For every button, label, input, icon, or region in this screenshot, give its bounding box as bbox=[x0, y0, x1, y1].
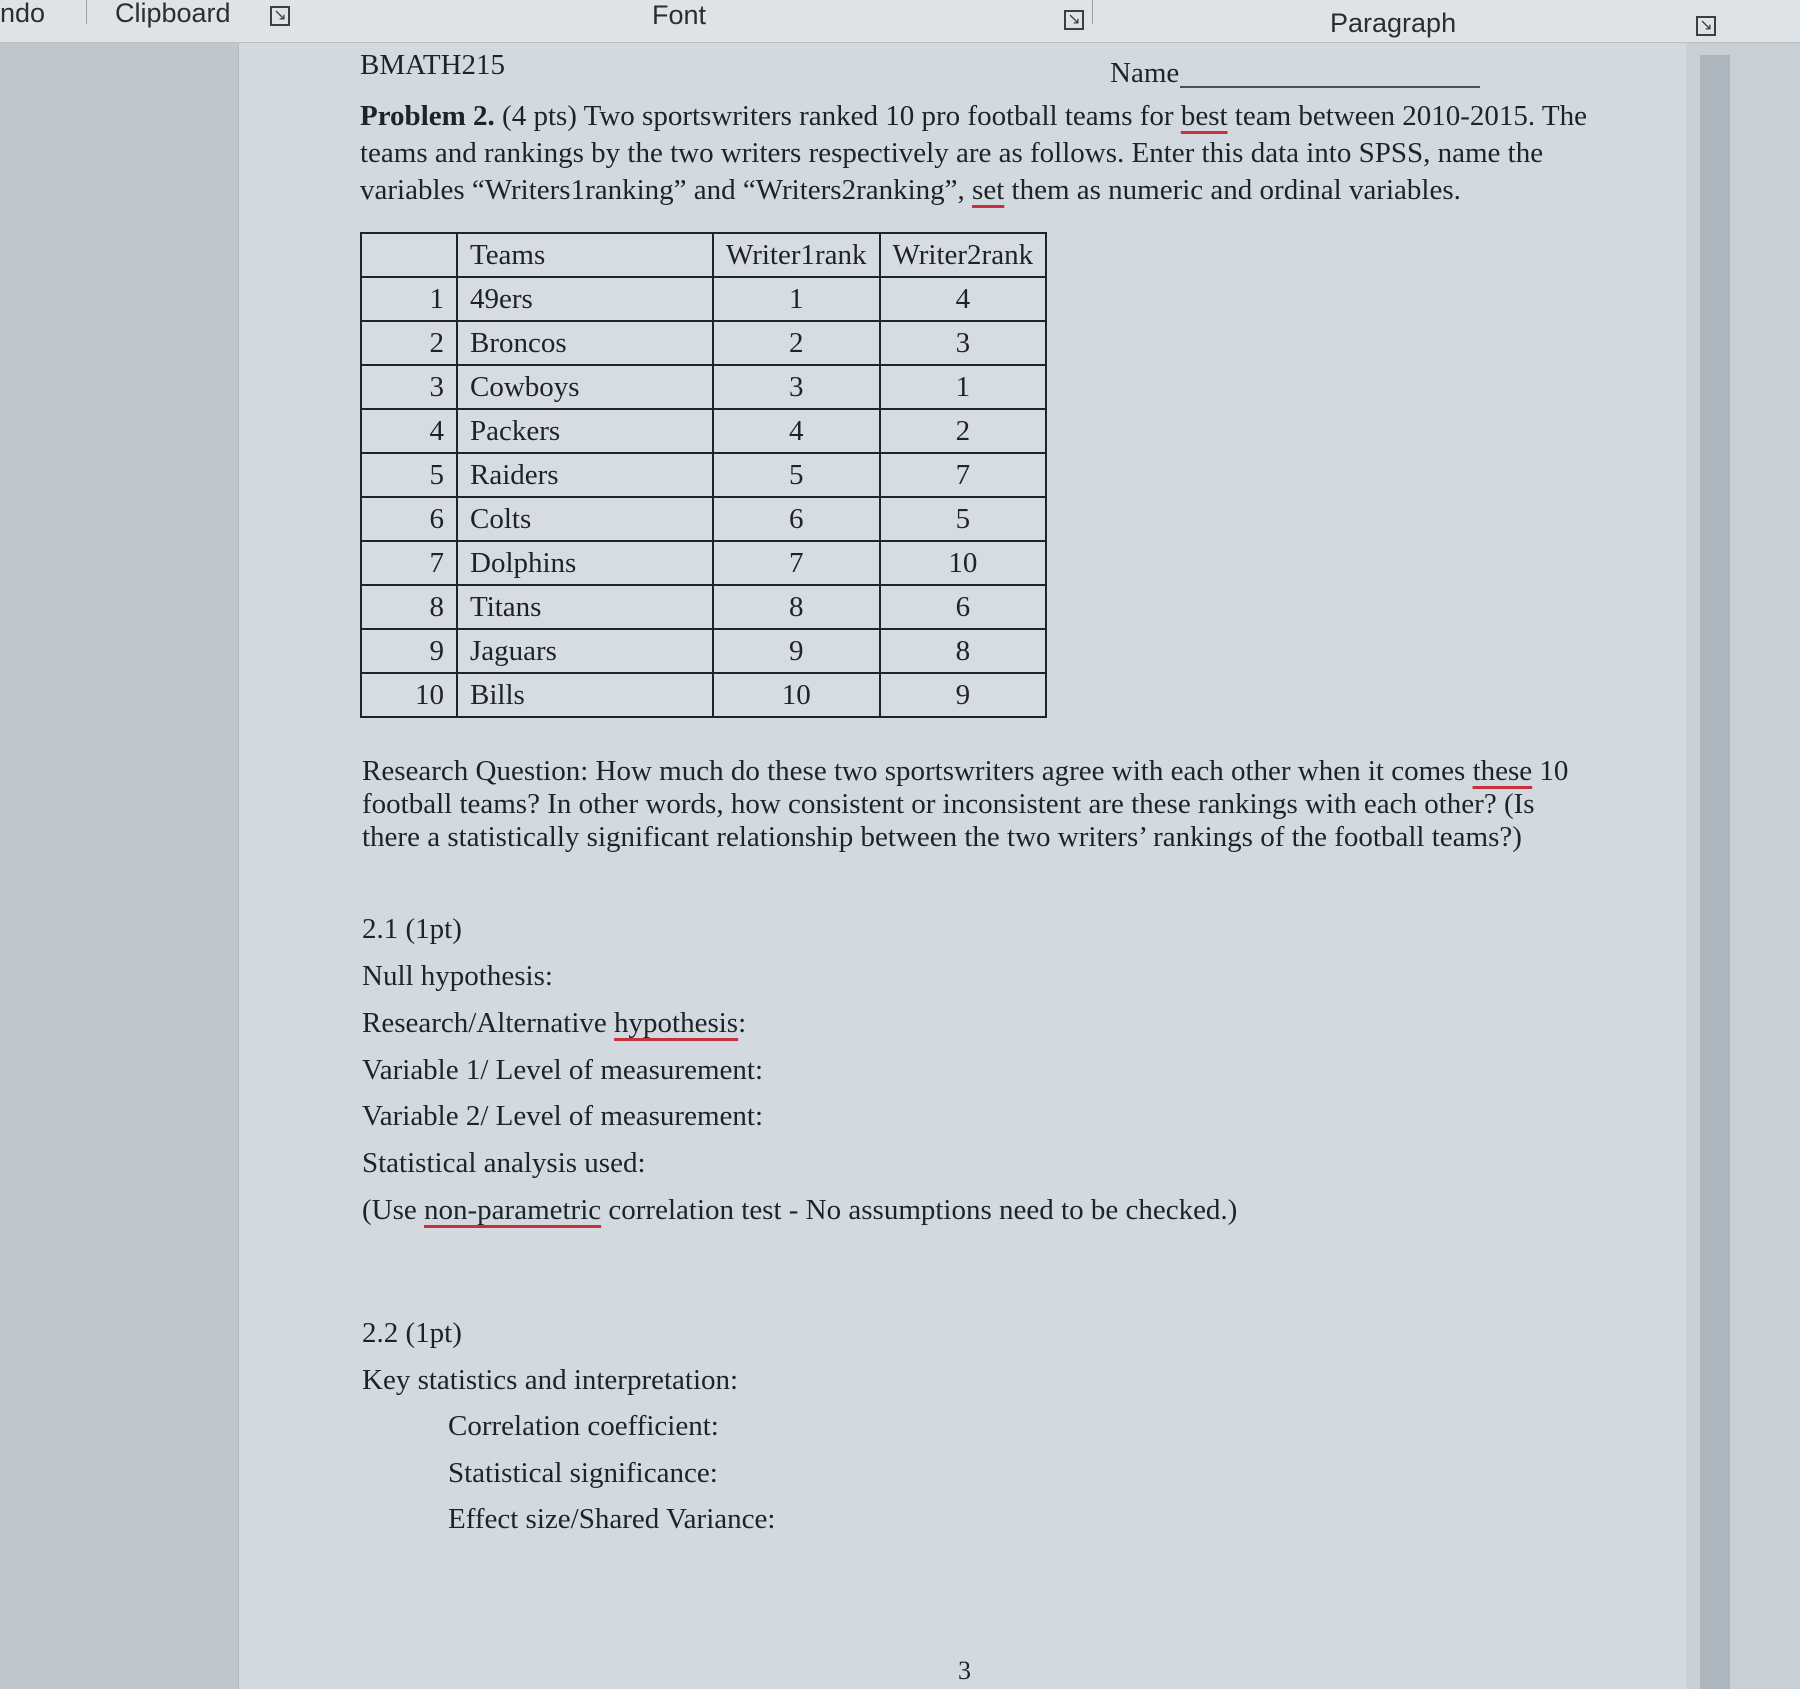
row-index: 9 bbox=[361, 629, 457, 673]
team-name: Colts bbox=[457, 497, 713, 541]
rankings-table bbox=[360, 232, 1047, 718]
table-header-teams: Teams bbox=[457, 233, 713, 277]
spelling-flag-nonparametric: non-parametric bbox=[424, 1194, 602, 1226]
rq-line-3: there a statistically significant relationship between the two writers’ rankings of the football teams?) bbox=[362, 821, 1522, 853]
table-row bbox=[361, 585, 1046, 629]
writer1-rank: 4 bbox=[713, 409, 880, 453]
writer2-rank: 3 bbox=[880, 321, 1047, 365]
table-row bbox=[361, 629, 1046, 673]
writer2-rank: 5 bbox=[880, 497, 1047, 541]
key-statistics-label: Key statistics and interpretation: bbox=[362, 1364, 739, 1396]
spelling-flag-set: set bbox=[972, 174, 1005, 206]
null-hypothesis-label[interactable]: Null hypothesis: bbox=[362, 960, 553, 992]
name-label: Name bbox=[1110, 57, 1180, 89]
writer1-rank: 7 bbox=[713, 541, 880, 585]
page-number: 3 bbox=[958, 1656, 971, 1685]
writer1-rank: 3 bbox=[713, 365, 880, 409]
writer1-rank: 10 bbox=[713, 673, 880, 717]
problem-paragraph bbox=[360, 98, 1587, 209]
table-header-writer1: Writer1rank bbox=[713, 233, 880, 277]
ribbon-separator bbox=[1092, 0, 1093, 24]
problem-line-3 bbox=[360, 172, 1587, 209]
table-row bbox=[361, 453, 1046, 497]
row-index: 2 bbox=[361, 321, 457, 365]
section-2-2-label: 2.2 (1pt) bbox=[362, 1317, 462, 1349]
row-index: 10 bbox=[361, 673, 457, 717]
writer1-rank: 1 bbox=[713, 277, 880, 321]
alternative-hypothesis-label[interactable] bbox=[362, 1006, 746, 1040]
variable-2-label[interactable]: Variable 2/ Level of measurement: bbox=[362, 1100, 764, 1132]
writer2-rank: 9 bbox=[880, 673, 1047, 717]
effect-size-label[interactable]: Effect size/Shared Variance: bbox=[448, 1503, 776, 1535]
correlation-coefficient-label[interactable]: Correlation coefficient: bbox=[448, 1410, 719, 1442]
spelling-flag-best: best bbox=[1180, 100, 1228, 132]
problem-text-2: team between 2010-2015. The bbox=[1227, 100, 1587, 132]
course-code: BMATH215 bbox=[360, 49, 506, 81]
row-index: 7 bbox=[361, 541, 457, 585]
writer2-rank: 10 bbox=[880, 541, 1047, 585]
statistical-analysis-label[interactable]: Statistical analysis used: bbox=[362, 1147, 646, 1179]
team-name: Packers bbox=[457, 409, 713, 453]
row-index: 6 bbox=[361, 497, 457, 541]
team-name: Raiders bbox=[457, 453, 713, 497]
clipboard-launcher-icon[interactable]: ↘ bbox=[270, 6, 290, 26]
vertical-scrollbar[interactable] bbox=[1700, 55, 1730, 1689]
undo-group-label[interactable]: ndo bbox=[0, 0, 46, 28]
writer2-rank: 6 bbox=[880, 585, 1047, 629]
team-name: Jaguars bbox=[457, 629, 713, 673]
writer2-rank: 4 bbox=[880, 277, 1047, 321]
alt-hyp-text-a: Research/Alternative bbox=[362, 1007, 615, 1039]
table-row bbox=[361, 409, 1046, 453]
section-2-1-label: 2.1 (1pt) bbox=[362, 913, 462, 945]
paragraph-launcher-icon[interactable]: ↘ bbox=[1696, 16, 1716, 36]
alt-hyp-text-c: : bbox=[738, 1007, 747, 1039]
rq-text-1a: Research Question: How much do these two sportswriters agree with each other when it comes bbox=[362, 755, 1473, 787]
team-name: Dolphins bbox=[457, 541, 713, 585]
table-row bbox=[361, 673, 1046, 717]
team-name: 49ers bbox=[457, 277, 713, 321]
writer1-rank: 6 bbox=[713, 497, 880, 541]
spelling-flag-hypothesis: hypothesis bbox=[614, 1007, 739, 1039]
row-index: 8 bbox=[361, 585, 457, 629]
note-text-c: correlation test - No assumptions need to be checked.) bbox=[601, 1194, 1238, 1226]
research-question bbox=[362, 755, 1568, 854]
row-index: 4 bbox=[361, 409, 457, 453]
table-row bbox=[361, 541, 1046, 585]
writer1-rank: 2 bbox=[713, 321, 880, 365]
table-row bbox=[361, 365, 1046, 409]
ribbon bbox=[0, 0, 1800, 43]
table-header-index bbox=[361, 233, 457, 277]
problem-line-1 bbox=[360, 98, 1587, 135]
table-row bbox=[361, 321, 1046, 365]
problem-text-3b: them as numeric and ordinal variables. bbox=[1004, 174, 1461, 206]
writer1-rank: 9 bbox=[713, 629, 880, 673]
left-margin-pane bbox=[0, 43, 238, 1689]
paragraph-group-label: Paragraph bbox=[1330, 8, 1457, 38]
writer2-rank: 8 bbox=[880, 629, 1047, 673]
writer2-rank: 1 bbox=[880, 365, 1047, 409]
table-header-row bbox=[361, 233, 1046, 277]
team-name: Broncos bbox=[457, 321, 713, 365]
spelling-flag-these: these bbox=[1472, 755, 1533, 787]
table-header-writer2: Writer2rank bbox=[880, 233, 1047, 277]
note-text-a: (Use bbox=[362, 1194, 425, 1226]
name-blank-line[interactable] bbox=[1180, 86, 1480, 88]
row-index: 5 bbox=[361, 453, 457, 497]
problem-line-2: teams and rankings by the two writers respectively are as follows. Enter this data into SPSS, name the bbox=[360, 137, 1544, 169]
clipboard-group-label: Clipboard bbox=[115, 0, 231, 28]
font-group-label: Font bbox=[652, 0, 707, 30]
table-row bbox=[361, 277, 1046, 321]
writer2-rank: 7 bbox=[880, 453, 1047, 497]
team-name: Cowboys bbox=[457, 365, 713, 409]
statistical-significance-label[interactable]: Statistical significance: bbox=[448, 1457, 718, 1489]
team-name: Bills bbox=[457, 673, 713, 717]
writer1-rank: 8 bbox=[713, 585, 880, 629]
row-index: 3 bbox=[361, 365, 457, 409]
rq-text-1b: 10 bbox=[1532, 755, 1569, 787]
table-row bbox=[361, 497, 1046, 541]
rq-line-1 bbox=[362, 755, 1568, 788]
ribbon-separator bbox=[86, 0, 87, 24]
nonparametric-note bbox=[362, 1193, 1237, 1227]
row-index: 1 bbox=[361, 277, 457, 321]
problem-text-1: (4 pts) Two sportswriters ranked 10 pro football teams for bbox=[494, 100, 1181, 132]
problem-label: Problem 2. bbox=[360, 100, 495, 132]
team-name: Titans bbox=[457, 585, 713, 629]
writer2-rank: 2 bbox=[880, 409, 1047, 453]
variable-1-label[interactable]: Variable 1/ Level of measurement: bbox=[362, 1054, 764, 1086]
problem-text-3a: variables “Writers1ranking” and “Writers2ranking”, bbox=[360, 174, 973, 206]
rq-line-2: football teams? In other words, how consistent or inconsistent are these rankings with each other? (Is bbox=[362, 788, 1535, 820]
font-launcher-icon[interactable]: ↘ bbox=[1064, 10, 1084, 30]
writer1-rank: 5 bbox=[713, 453, 880, 497]
